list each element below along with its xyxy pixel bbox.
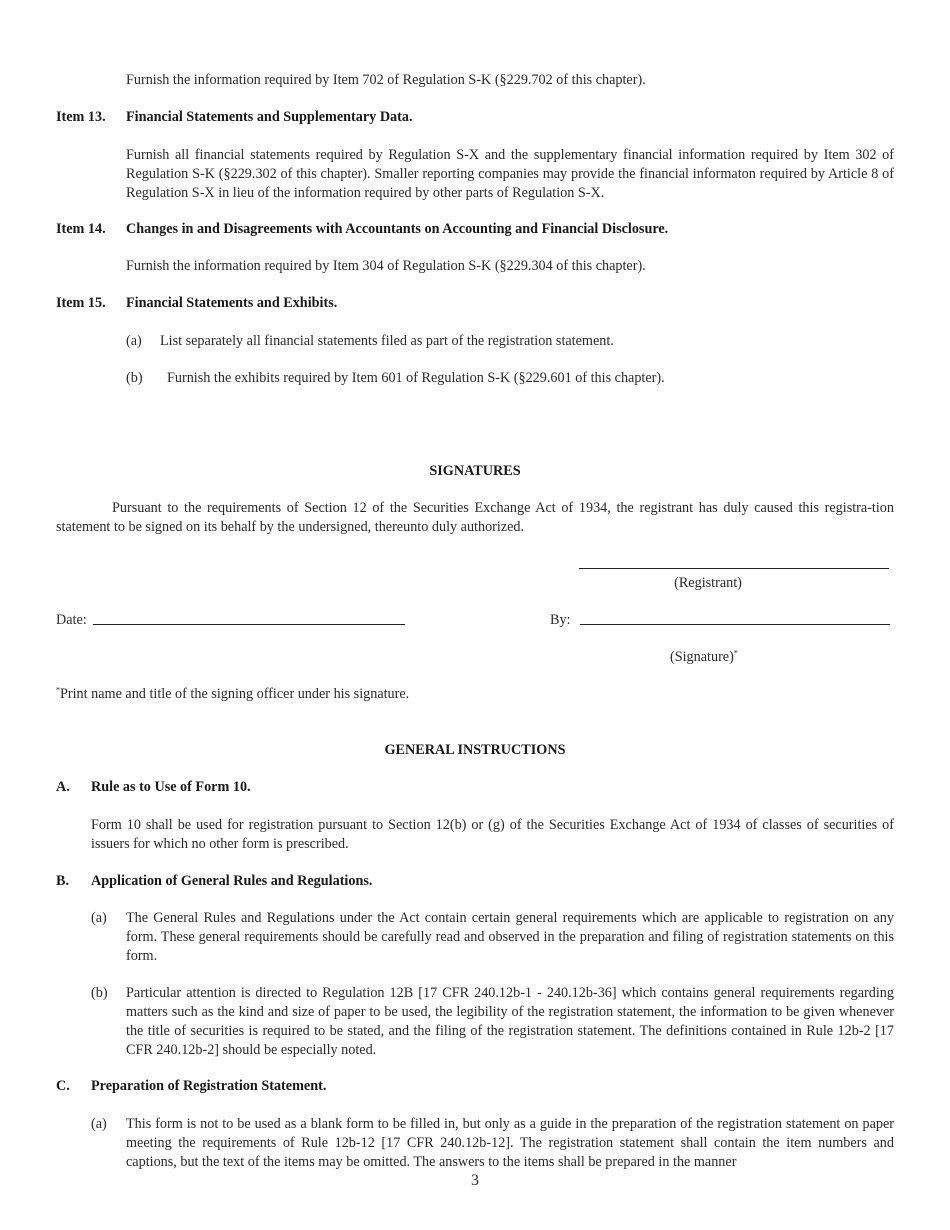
section-b-b-text: Particular attention is directed to Regulation 12B [17 CFR 240.12b-1 - 240.12b-36] which contains general requirements regarding matters such as the kind and size of paper to be used, the legibility of the registration statement, the information to be given whenever the title of securities is required to be stated, and the filing of the registration statement. The definitions contained in Rule 12b-2 [17 CFR 240.12b-2] should be especially noted. — [126, 985, 894, 1058]
section-a-title: Rule as to Use of Form 10. — [91, 779, 251, 795]
item15-title: Financial Statements and Exhibits. — [126, 295, 338, 311]
registrant-line — [579, 568, 889, 569]
item14-number: Item 14. — [56, 221, 106, 237]
item13-number: Item 13. — [56, 109, 106, 125]
signature-caption-mark: * — [733, 648, 738, 658]
date-label: Date: — [56, 612, 87, 628]
item13-text: Furnish all financial statements required by Regulation S-X and the supplementary financial information required by Item 302 of Regulation S-K (§229.302 of this chapter). Smaller reporting companies may provide the financial informaton required by Article 8 of Regulation S-X in lieu of the information required by other parts of Regulation S-X. — [126, 147, 894, 201]
section-c-a-label: (a) — [91, 1116, 107, 1132]
section-c-label: C. — [56, 1078, 70, 1094]
item14-title: Changes in and Disagreements with Accountants on Accounting and Financial Disclosure. — [126, 221, 669, 237]
section-b-b-label: (b) — [91, 985, 108, 1001]
registrant-caption: (Registrant) — [674, 575, 742, 591]
signature-caption — [670, 648, 738, 667]
by-label: By: — [550, 612, 571, 628]
page-number: 3 — [471, 1172, 479, 1189]
item15-number: Item 15. — [56, 295, 106, 311]
footnote-mark: * — [56, 685, 60, 695]
item15-b-text: Furnish the exhibits required by Item 601 of Regulation S-K (§229.601 of this chapter). — [167, 370, 665, 386]
item14-text: Furnish the information required by Item 304 of Regulation S-K (§229.304 of this chapter). — [126, 258, 646, 274]
signatures-intro: Pursuant to the requirements of Section 12 of the Securities Exchange Act of 1934, the registrant has duly caused this registra-tion statement to be signed on its behalf by the undersigned, thereunto duly authorized. — [56, 500, 894, 535]
general-instructions-heading: GENERAL INSTRUCTIONS — [384, 742, 566, 758]
section-c-a-text: This form is not to be used as a blank form to be filled in, but only as a guide in the preparation of the registration statement on paper meeting the requirements of Rule 12b-12 [17 CFR 240.12b-12]. The registration statement shall contain the item numbers and captions, but the text of the items may be omitted. The answers to the items shall be prepared in the manner — [126, 1116, 894, 1170]
signature-line — [580, 624, 890, 625]
footnote — [56, 685, 409, 704]
item12-text: Furnish the information required by Item 702 of Regulation S-K (§229.702 of this chapter). — [126, 72, 646, 88]
signatures-heading: SIGNATURES — [429, 463, 521, 479]
section-b-a-text: The General Rules and Regulations under the Act contain certain general requirements which are applicable to registration on any form. These general requirements should be carefully read and observed in the preparation and filing of registration statements on this form. — [126, 910, 894, 964]
section-b-label: B. — [56, 873, 70, 889]
item13-title: Financial Statements and Supplementary Data. — [126, 109, 413, 125]
item15-b-label: (b) — [126, 370, 143, 386]
date-line — [93, 624, 405, 625]
section-b-a-label: (a) — [91, 910, 107, 926]
section-a-label: A. — [56, 779, 70, 795]
section-c-title: Preparation of Registration Statement. — [91, 1078, 327, 1094]
section-a-text: Form 10 shall be used for registration pursuant to Section 12(b) or (g) of the Securities Exchange Act of 1934 of classes of securities of issuers for which no other form is prescribed. — [91, 817, 894, 852]
section-b-title: Application of General Rules and Regulations. — [91, 873, 373, 889]
item15-a-label: (a) — [126, 333, 142, 349]
item15-a-text: List separately all financial statements filed as part of the registration statement. — [160, 333, 614, 349]
signature-caption-text: (Signature) — [670, 649, 734, 665]
footnote-text: Print name and title of the signing officer under his signature. — [60, 686, 410, 702]
